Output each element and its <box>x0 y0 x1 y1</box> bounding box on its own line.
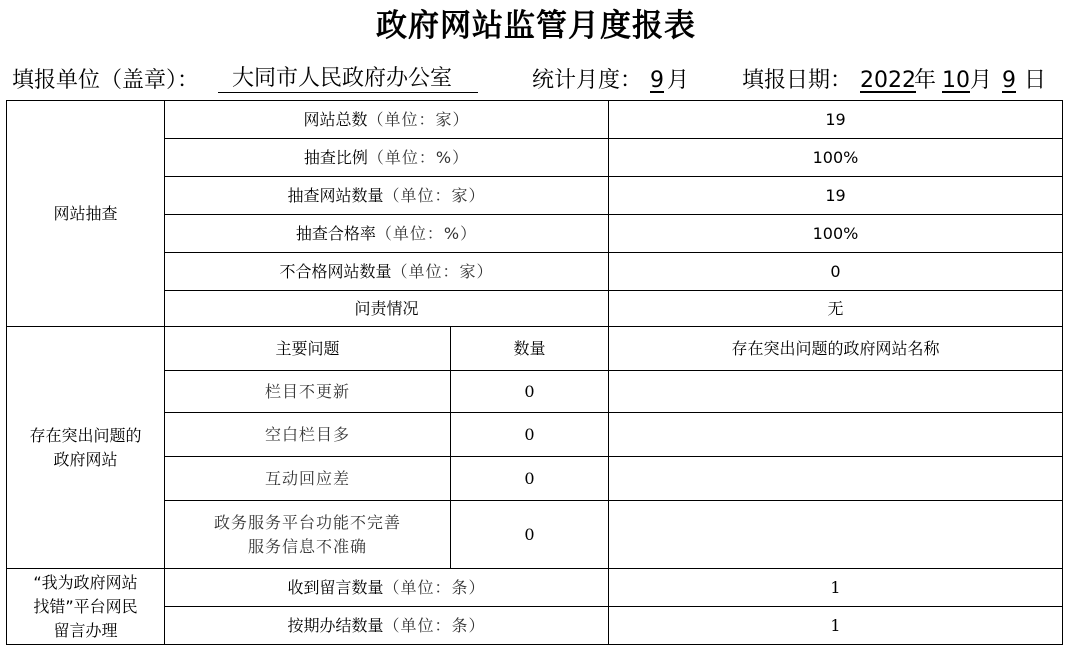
sites-cell <box>609 371 1063 413</box>
message-value-cell: 1 <box>609 607 1063 645</box>
table-row <box>7 291 1063 327</box>
table-row <box>7 139 1063 177</box>
unit-value: 大同市人民政府办公室 <box>218 66 478 93</box>
problem-cell: 栏目不更新 <box>165 371 451 413</box>
problems-section-label: 存在突出问题的 政府网站 <box>7 327 165 569</box>
date-day-suffix: 日 <box>1024 68 1047 93</box>
count-cell: 0 <box>451 413 609 457</box>
report-title: 政府网站监管月度报表 <box>376 8 696 44</box>
inspection-section-label: 网站抽查 <box>7 101 165 327</box>
inspection-label-cell: 问责情况 <box>165 291 609 327</box>
month-suffix: 月 <box>667 68 690 93</box>
inspection-label-cell: 抽查网站数量（单位：家） <box>165 177 609 215</box>
date-year-suffix: 年 <box>914 68 937 93</box>
inspection-value-cell: 19 <box>609 101 1063 139</box>
date-year: 2022 <box>860 68 916 93</box>
date-month-suffix: 月 <box>970 68 993 93</box>
inspection-value-cell: 100% <box>609 215 1063 253</box>
problem-cell: 空白栏目多 <box>165 413 451 457</box>
table-row <box>7 371 1063 413</box>
date-day: 9 <box>1002 68 1016 93</box>
inspection-value-cell: 无 <box>609 291 1063 327</box>
table-row <box>7 101 1063 139</box>
inspection-label-cell: 抽查比例（单位：%） <box>165 139 609 177</box>
month-value: 9 <box>650 68 664 93</box>
column-header-sites: 存在突出问题的政府网站名称 <box>609 327 1063 371</box>
sites-cell <box>609 501 1063 569</box>
message-label-cell: 收到留言数量（单位：条） <box>165 569 609 607</box>
table-row <box>7 569 1063 607</box>
month-label: 统计月度： <box>532 68 643 93</box>
table-row <box>7 215 1063 253</box>
table-row <box>7 501 1063 569</box>
inspection-label-cell: 不合格网站数量（单位：家） <box>165 253 609 291</box>
count-cell: 0 <box>451 371 609 413</box>
column-header-problem: 主要问题 <box>165 327 451 371</box>
sites-cell <box>609 457 1063 501</box>
column-header-count: 数量 <box>451 327 609 371</box>
message-value-cell: 1 <box>609 569 1063 607</box>
inspection-label-cell: 抽查合格率（单位：%） <box>165 215 609 253</box>
problem-cell: 政务服务平台功能不完善 服务信息不准确 <box>165 501 451 569</box>
count-cell: 0 <box>451 501 609 569</box>
report-table <box>6 100 1063 645</box>
table-row <box>7 177 1063 215</box>
report-header-info <box>0 64 1072 98</box>
inspection-value-cell: 100% <box>609 139 1063 177</box>
problem-cell: 互动回应差 <box>165 457 451 501</box>
inspection-value-cell: 19 <box>609 177 1063 215</box>
table-row <box>7 413 1063 457</box>
date-label: 填报日期： <box>742 68 853 93</box>
count-cell: 0 <box>451 457 609 501</box>
table-header-row <box>7 327 1063 371</box>
message-label-cell: 按期办结数量（单位：条） <box>165 607 609 645</box>
inspection-value-cell: 0 <box>609 253 1063 291</box>
messages-section-label: “我为政府网站 找错”平台网民 留言办理 <box>7 569 165 645</box>
table-row <box>7 253 1063 291</box>
inspection-label-cell: 网站总数（单位：家） <box>165 101 609 139</box>
table-row <box>7 607 1063 645</box>
table-row <box>7 457 1063 501</box>
unit-label: 填报单位（盖章）： <box>12 68 200 93</box>
sites-cell <box>609 413 1063 457</box>
date-month: 10 <box>942 68 970 93</box>
